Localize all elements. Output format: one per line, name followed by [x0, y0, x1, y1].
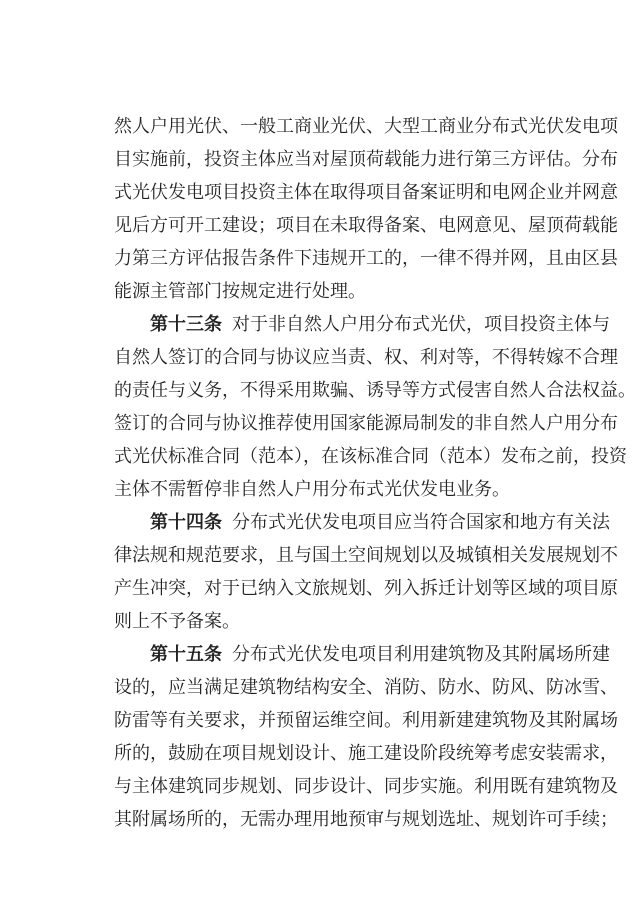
paragraph-line: 所的，鼓励在项目规划设计、施工建设阶段统筹考虑安装需求，	[114, 743, 618, 764]
paragraph-line: 力第三方评估报告条件下违规开工的，一律不得并网，且由区县	[114, 248, 618, 269]
article-13-heading: 第十三条	[150, 314, 222, 335]
paragraph-line: 主体不需暂停非自然人户用分布式光伏发电业务。	[114, 479, 510, 500]
paragraph-line: 式光伏发电项目投资主体在取得项目备案证明和电网企业并网意	[114, 182, 618, 203]
paragraph-line: 签订的合同与协议推荐使用国家能源局制发的非自然人户用分布	[114, 413, 618, 434]
paragraph-line: 产生冲突，对于已纳入文旅规划、列入拆迁计划等区域的项目原	[114, 578, 618, 599]
paragraph-line: 与主体建筑同步规划、同步设计、同步实施。利用既有建筑物及	[114, 776, 618, 797]
paragraph-line: 防雷等有关要求，并预留运维空间。利用新建建筑物及其附属场	[114, 710, 618, 731]
paragraph-line: 其附属场所的，无需办理用地预审与规划选址、规划许可手续；	[114, 809, 618, 830]
paragraph-line: 目实施前，投资主体应当对屋顶荷载能力进行第三方评估。分布	[114, 149, 618, 170]
article-13-first-line	[114, 308, 610, 341]
article-14-first-text: 分布式光伏发电项目应当符合国家和地方有关法	[232, 512, 610, 533]
article-15-first-text: 分布式光伏发电项目利用建筑物及其附属场所建	[232, 644, 610, 665]
paragraph-line: 自然人签订的合同与协议应当责、权、利对等，不得转嫁不合理	[114, 347, 618, 368]
paragraph-line: 然人户用光伏、一般工商业光伏、大型工商业分布式光伏发电项	[114, 116, 618, 137]
paragraph-line: 的责任与义务，不得采用欺骗、诱导等方式侵害自然人合法权益。	[114, 380, 636, 401]
paragraph-line: 律法规和规范要求，且与国土空间规划以及城镇相关发展规划不	[114, 545, 618, 566]
article-15-heading: 第十五条	[150, 644, 222, 665]
paragraph-line: 设的，应当满足建筑物结构安全、消防、防水、防风、防冰雪、	[114, 677, 618, 698]
paragraph-line: 则上不予备案。	[114, 611, 240, 632]
article-13-first-text: 对于非自然人户用分布式光伏，项目投资主体与	[232, 314, 610, 335]
paragraph-line: 见后方可开工建设；项目在未取得备案、电网意见、屋顶荷载能	[114, 215, 618, 236]
article-15-first-line	[114, 638, 610, 671]
article-14-first-line	[114, 506, 610, 539]
paragraph-line: 式光伏标准合同（范本），在该标准合同（范本）发布之前，投资	[114, 446, 627, 467]
paragraph-line: 能源主管部门按规定进行处理。	[114, 281, 366, 302]
article-14-heading: 第十四条	[150, 512, 222, 533]
